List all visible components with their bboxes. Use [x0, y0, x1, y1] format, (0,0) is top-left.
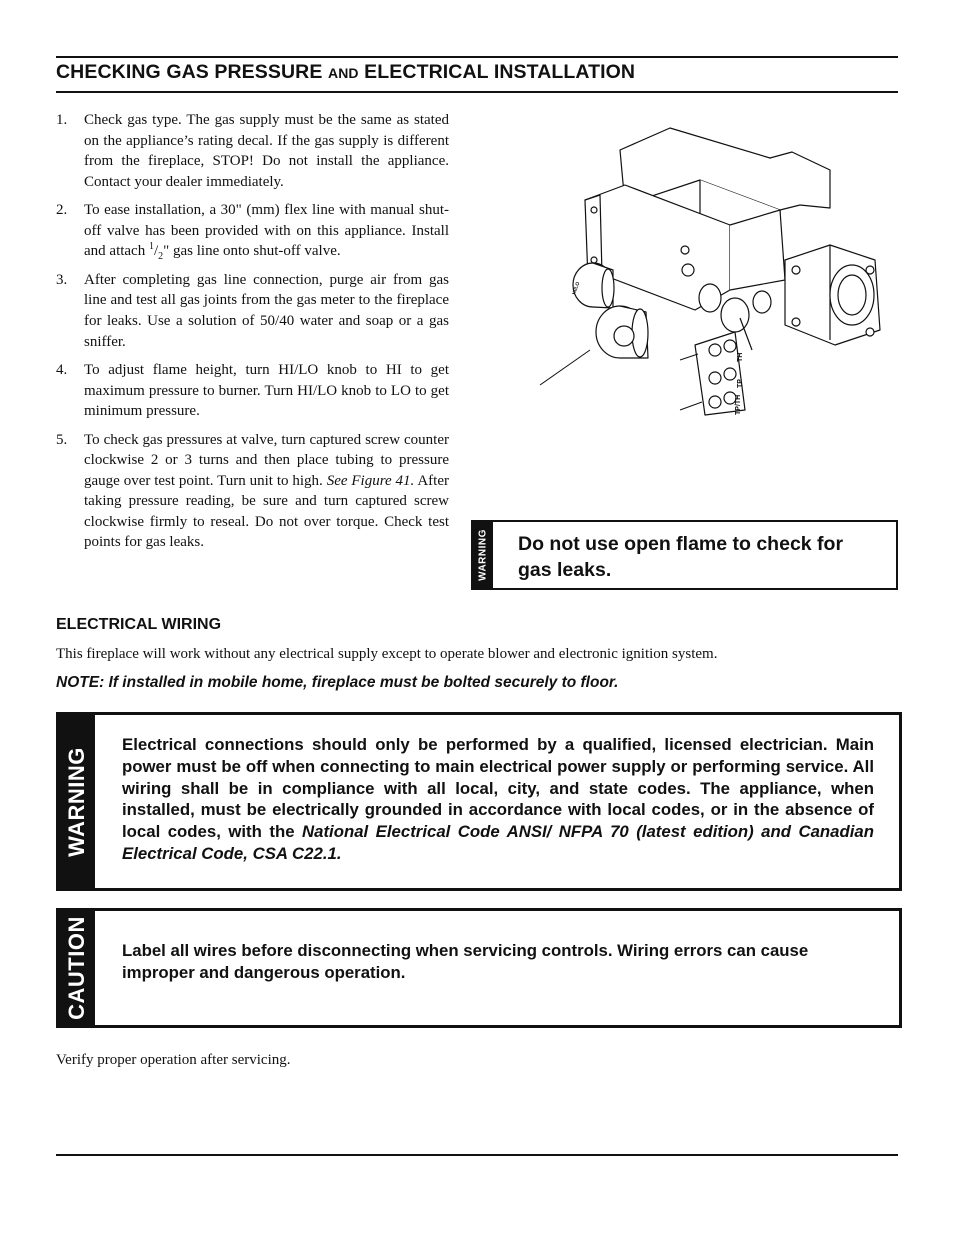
- section-heading: ELECTRICAL WIRING: [56, 616, 222, 633]
- warning-tab: WARNING: [59, 715, 95, 888]
- warning-tab: WARNING: [473, 522, 493, 588]
- step-item: 5. To check gas pressures at valve, turn captured screw counter clockwise 2 or 3 turns and then place tubing to pressure gauge over test point. Turn unit to high. See Figure 41. After taking pressure reading, be sure and turn captured screw clockwise firmly to reseal. Do not over torque. Check test points for gas leaks.: [56, 431, 449, 551]
- caution-tab: CAUTION: [59, 911, 95, 1025]
- flame-warning-box: [471, 520, 898, 590]
- title-rule: [56, 91, 898, 93]
- bottom-rule: [56, 1154, 898, 1156]
- step-item: 4. To adjust flame height, turn HI/LO knob to HI to get maximum pressure to burner. Turn HI/LO knob to LO to get minimum pressure.: [56, 361, 449, 420]
- step-item: 3. After completing gas line connection, purge air from gas line and test all gas joints from the gas meter to the fireplace for leaks. Use a solution of 50/40 water and soap or a gas sniffer.: [56, 271, 449, 350]
- note: NOTE: If installed in mobile home, fireplace must be bolted securely to floor.: [56, 674, 619, 691]
- terminal-label-tp: TP: [737, 379, 744, 388]
- verify-text: Verify proper operation after servicing.: [56, 1052, 291, 1068]
- caution-box: [56, 908, 902, 1028]
- top-rule: [56, 56, 898, 58]
- gas-check-steps: [56, 110, 449, 561]
- warning-message: Do not use open flame to check for gas leaks.: [518, 533, 844, 581]
- body-text: This fireplace will work without any electrical supply except to operate blower and electronic ignition system.: [56, 646, 718, 662]
- figure-reference: See Figure 41.: [326, 472, 415, 489]
- warning-message: Electrical connections should only be performed by a qualified, licensed electrician. Main power must be off when connecting to main electrical power supply or performing service. All wiring shall be in compliance with all local, city, and state codes. The appliance, when installed, must be electrically grounded in accordance with local codes, or in the absence of local codes, with the National Electrical Code ANSI/ NFPA 70 (latest edition) and Canadian Electrical Code, CSA C22.1.: [122, 735, 875, 863]
- terminal-label-th: TH: [737, 352, 744, 362]
- caution-message: Label all wires before disconnecting when servicing controls. Wiring errors can cause improper and dangerous operation.: [122, 941, 809, 982]
- electrical-warning-box: [56, 712, 902, 891]
- step-item: 2. To ease installation, a 30" (mm) flex line with manual shut-off valve has been provided with on this appliance. Install and attach $^1/_2$" gas line onto shut-off valve.: [56, 202, 449, 263]
- page-title: CHECKING GAS PRESSURE AND ELECTRICAL INSTALLATION: [56, 61, 636, 83]
- gas-valve-illustration: [530, 110, 900, 420]
- terminal-label-tpth: TP/TH: [735, 394, 742, 415]
- knob-label: HI/LO: [571, 281, 582, 296]
- step-item: 1. Check gas type. The gas supply must be the same as stated on the appliance’s rating decal. If the gas supply is different from the fireplace, STOP! Do not install the appliance. Contact your dealer immediately.: [56, 112, 449, 190]
